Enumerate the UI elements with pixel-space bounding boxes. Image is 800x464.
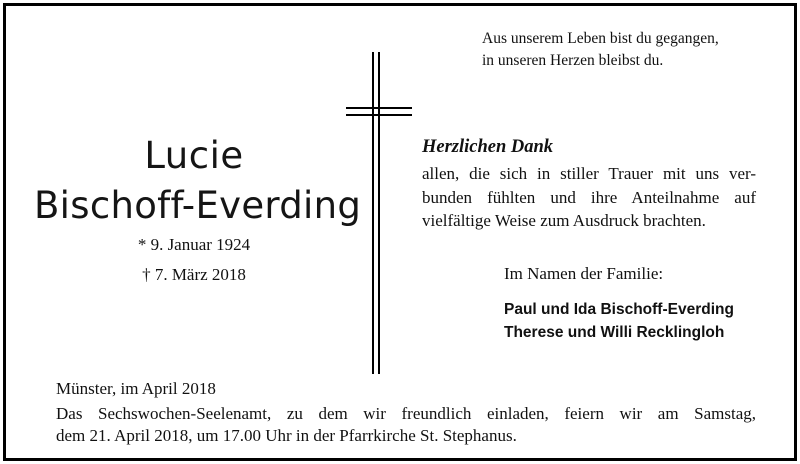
notice-line: dem 21. April 2018, um 17.00 Uhr in der Pfarrkirche St. Stephanus. [56,426,517,445]
birth-date: * 9. Januar 1924 [137,235,251,254]
obituary-notice [3,3,797,461]
death-date: † 7. März 2018 [142,265,246,284]
thanks-line: allen, die sich in stiller Trauer mit uns ver- [422,164,756,183]
cross-vertical-line [378,52,380,374]
requiem-notice [56,403,756,447]
notice-line: Das Sechswochen-Seelenamt, zu dem wir freundlich einladen, feiern wir am Samstag, [56,404,756,423]
family-name-line: Therese und Willi Recklingloh [504,324,725,341]
family-signatures [504,298,734,344]
cross-horizontal-line [346,114,412,116]
place-date: Münster, im April 2018 [56,379,216,398]
thanks-line: bunden fühlten und ihre Anteilnahme auf [422,187,756,207]
thanks-text [422,162,756,233]
memorial-poem [482,28,719,72]
deceased-first-name: Lucie [144,134,244,177]
cross-horizontal-line [346,107,412,109]
deceased-last-name: Bischoff-Everding [34,184,362,227]
cross-vertical-line [372,52,374,374]
poem-line: in unseren Herzen bleibst du. [482,52,664,69]
family-intro: Im Namen der Familie: [504,264,664,283]
poem-line: Aus unserem Leben bist du gegangen, [482,30,719,47]
thanks-line: vielfältige Weise zum Ausdruck brachten. [422,211,706,230]
family-name-line: Paul und Ida Bischoff-Everding [504,301,734,318]
thanks-heading: Herzlichen Dank [422,137,554,157]
